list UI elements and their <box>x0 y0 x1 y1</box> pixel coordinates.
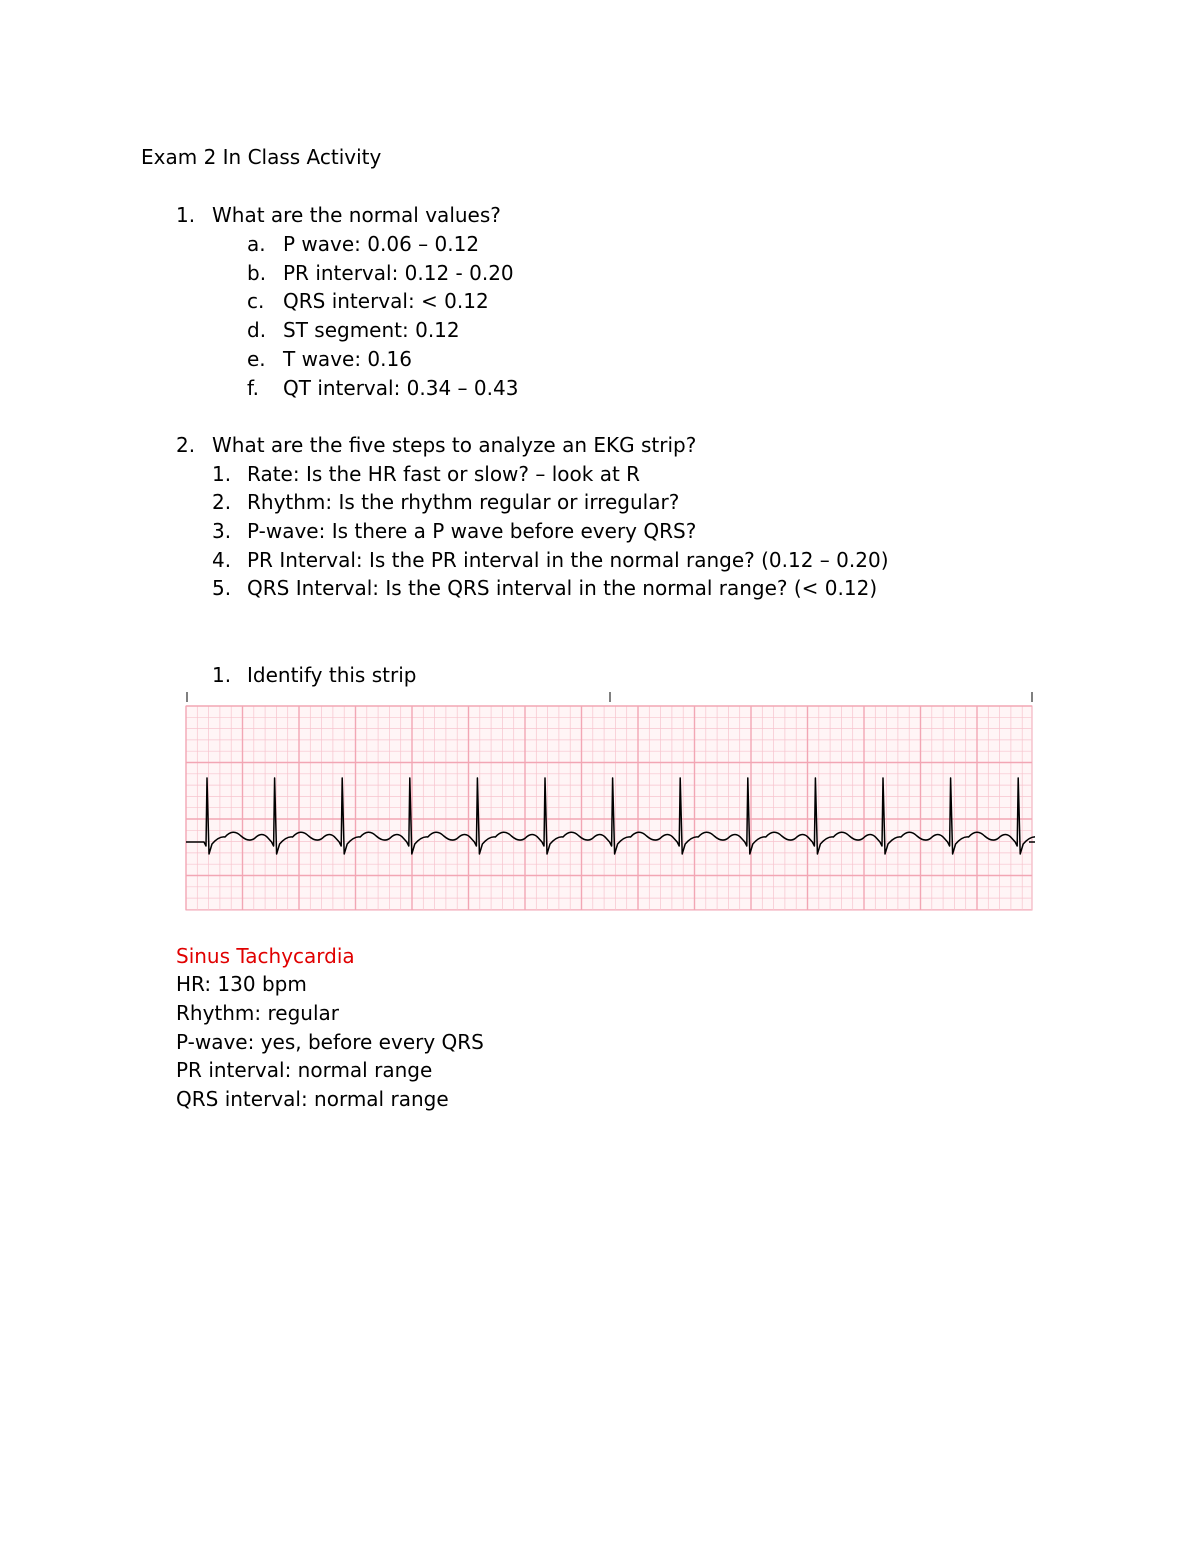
normal-value-marker: d. <box>247 318 267 342</box>
normal-value-qt-interval: QT interval: 0.34 – 0.43 <box>283 376 519 400</box>
step-marker: 1. <box>212 462 232 486</box>
normal-value-p-wave: P wave: 0.06 – 0.12 <box>283 232 480 256</box>
question-3-text: Identify this strip <box>247 663 417 687</box>
normal-value-marker: a. <box>247 232 266 256</box>
ekg-strip-image <box>183 690 1035 912</box>
answer-rhythm: Rhythm: regular <box>176 1001 339 1025</box>
ekg-time-markers <box>187 692 1032 702</box>
step-pr-interval: PR Interval: Is the PR interval in the normal range? (0.12 – 0.20) <box>247 548 889 572</box>
normal-value-marker: b. <box>247 261 267 285</box>
answer-p-wave: P-wave: yes, before every QRS <box>176 1030 484 1054</box>
normal-value-marker: c. <box>247 289 265 313</box>
step-marker: 4. <box>212 548 232 572</box>
answer-hr: HR: 130 bpm <box>176 972 307 996</box>
answer-pr-interval: PR interval: normal range <box>176 1058 433 1082</box>
question-3-number: 1. <box>212 663 232 687</box>
step-qrs-interval: QRS Interval: Is the QRS interval in the normal range? (< 0.12) <box>247 576 878 600</box>
normal-value-qrs-interval: QRS interval: < 0.12 <box>283 289 489 313</box>
step-marker: 3. <box>212 519 232 543</box>
question-1-number: 1. <box>176 203 196 227</box>
step-marker: 5. <box>212 576 232 600</box>
normal-value-st-segment: ST segment: 0.12 <box>283 318 460 342</box>
diagnosis-label: Sinus Tachycardia <box>176 944 355 968</box>
question-2-text: What are the five steps to analyze an EKG strip? <box>212 433 697 457</box>
document-title: Exam 2 In Class Activity <box>141 145 382 169</box>
question-2-number: 2. <box>176 433 196 457</box>
normal-value-marker: e. <box>247 347 266 371</box>
step-p-wave: P-wave: Is there a P wave before every QRS? <box>247 519 697 543</box>
answer-qrs-interval: QRS interval: normal range <box>176 1087 449 1111</box>
step-rate: Rate: Is the HR fast or slow? – look at R <box>247 462 641 486</box>
normal-value-marker: f. <box>247 376 259 400</box>
step-rhythm: Rhythm: Is the rhythm regular or irregular? <box>247 490 680 514</box>
step-marker: 2. <box>212 490 232 514</box>
normal-value-t-wave: T wave: 0.16 <box>283 347 412 371</box>
normal-value-pr-interval: PR interval: 0.12 - 0.20 <box>283 261 514 285</box>
question-1-text: What are the normal values? <box>212 203 501 227</box>
